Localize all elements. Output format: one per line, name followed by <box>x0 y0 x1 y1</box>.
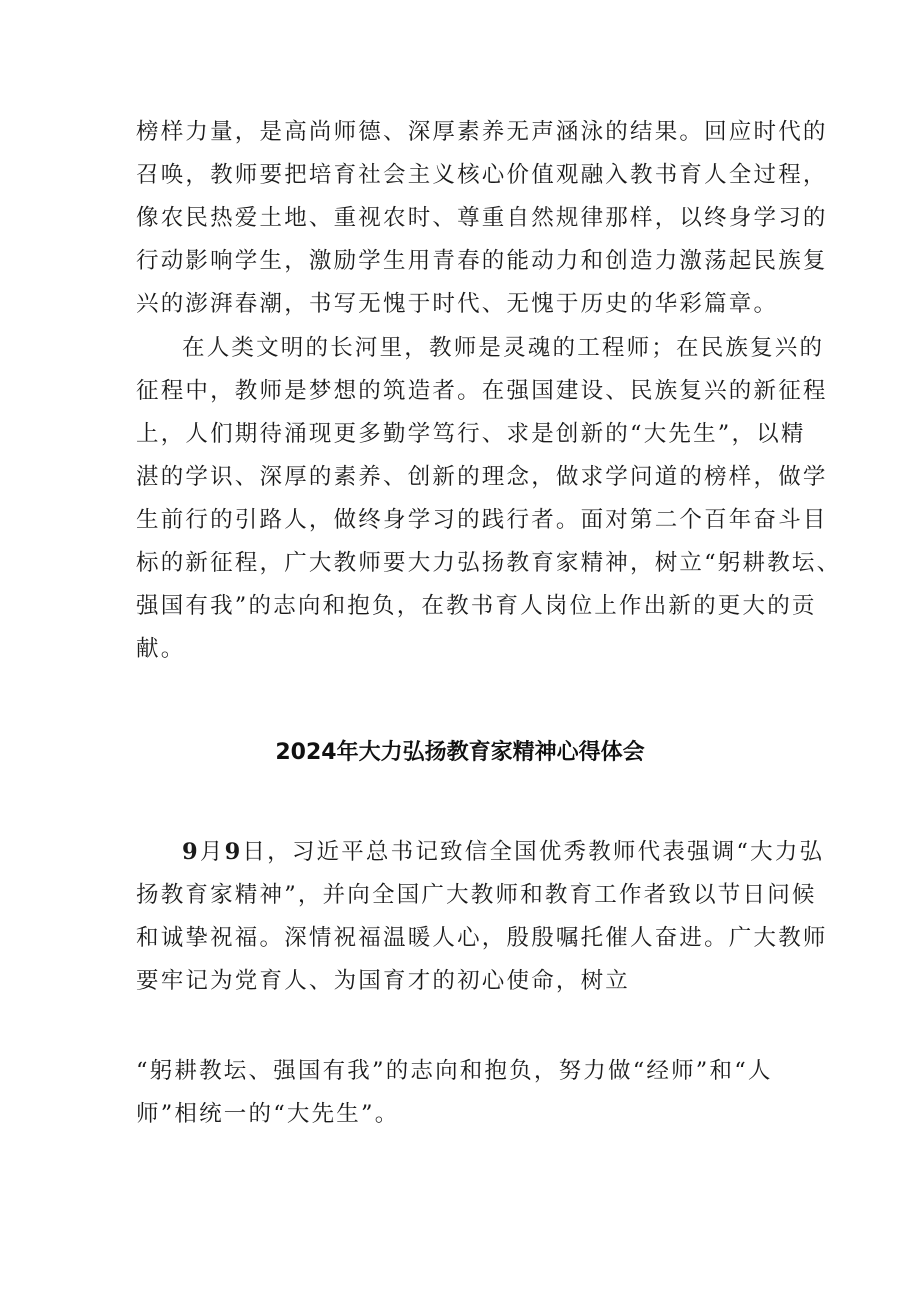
text-line: 强国有我”的志向和抱负，在教书育人岗位上作出新的更大的贡 <box>136 593 817 619</box>
text-line: 征程中，教师是梦想的筑造者。在强国建设、民族复兴的新征程 <box>136 378 828 404</box>
date-month-unit: 月 <box>199 839 225 865</box>
text-line: 榜样力量，是高尚师德、深厚素养无声涵泳的结果。回应时代的 <box>136 119 828 145</box>
date-month: 9 <box>182 839 200 865</box>
text-line <box>182 837 825 867</box>
article-title: 2024年大力弘扬教育家精神心得体会 <box>275 740 645 765</box>
text-line: “躬耕教坛、强国有我”的志向和抱负，努力做“经师”和“人 <box>136 1058 773 1084</box>
text-line: 湛的学识、深厚的素养、创新的理念，做求学问道的榜样，做学 <box>136 464 828 490</box>
text-line: 扬教育家精神”，并向全国广大教师和教育工作者致以节日问候 <box>136 882 817 908</box>
text-line: 标的新征程，广大教师要大力弘扬教育家精神，树立“躬耕教坛、 <box>136 550 842 576</box>
text-line: 行动影响学生，激励学生用青春的能动力和创造力激荡起民族复 <box>136 248 828 274</box>
text-line-rest: 日，习近平总书记致信全国优秀教师代表强调“大力弘 <box>242 839 825 865</box>
text-line: 召唤，教师要把培育社会主义核心价值观融入教书育人全过程， <box>136 162 828 188</box>
text-line: 献。 <box>136 636 186 662</box>
text-line: 要牢记为党育人、为国育才的初心使命，树立 <box>136 968 631 994</box>
text-line: 在人类文明的长河里，教师是灵魂的工程师；在民族复兴的 <box>182 335 825 361</box>
text-line: 和诚挚祝福。深情祝福温暖人心，殷殷嘱托催人奋进。广大教师 <box>136 925 828 951</box>
text-line: 兴的澎湃春潮，书写无愧于时代、无愧于历史的华彩篇章。 <box>136 291 779 317</box>
text-line: 师”相统一的“大先生”。 <box>136 1101 400 1127</box>
date-day: 9 <box>224 839 243 865</box>
text-line: 像农民热爱土地、重视农时、尊重自然规律那样，以终身学习的 <box>136 205 828 231</box>
text-line: 生前行的引路人，做终身学习的践行者。面对第二个百年奋斗目 <box>136 507 828 533</box>
text-line: 上，人们期待涌现更多勤学笃行、求是创新的“大先生”，以精 <box>136 421 806 447</box>
